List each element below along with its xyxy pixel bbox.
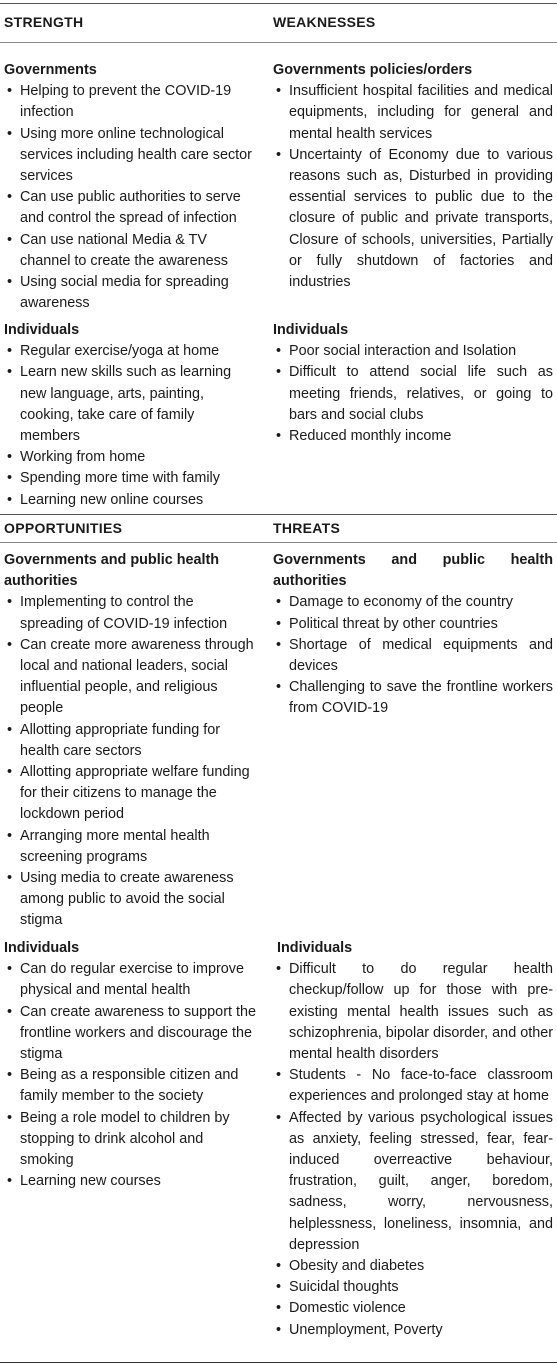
list-item: • Learn new skills such as learning new language, arts, painting, cooking, take care of family members [4, 362, 258, 447]
opportunities-governments-cell [4, 550, 260, 932]
opportunities-individuals-list [4, 959, 260, 1192]
list-item: • Difficult to attend social life such as meeting friends, relatives, or going to bars and social clubs [273, 362, 553, 426]
list-item: • Learning new courses [4, 1171, 260, 1192]
list-item: • Challenging to save the frontline workers from COVID-19 [273, 677, 553, 719]
strength-individuals-title: Individuals [4, 322, 80, 338]
list-item: • Students - No face-to-face classroom experiences and prolonged stay at home [273, 1065, 553, 1107]
list-item: • Using media to create awareness among public to avoid the social stigma [4, 868, 260, 932]
opportunities-individuals-title: Individuals [4, 940, 80, 956]
threats-header: THREATS [273, 520, 341, 536]
table-bottom-rule [0, 1362, 557, 1363]
list-item: • Difficult to do regular health checkup/follow up for those with pre-existing mental health issues such as schizophrenia, bipolar disorder, and other mental health disorders [273, 959, 553, 1065]
opportunities-individuals-cell [4, 938, 260, 1192]
weaknesses-individuals-list [273, 341, 553, 447]
list-item: • Using social media for spreading awareness [4, 272, 258, 314]
weaknesses-governments-list [273, 81, 553, 293]
weaknesses-governments-title: Governments policies/orders [273, 62, 473, 78]
list-item: • Working from home [4, 447, 258, 468]
opportunities-governments-list [4, 592, 260, 931]
list-item: • Poor social interaction and Isolation [273, 341, 553, 362]
weaknesses-header: WEAKNESSES [273, 14, 376, 30]
threats-governments-cell [273, 550, 553, 720]
list-item: • Allotting appropriate funding for health care sectors [4, 720, 260, 762]
weaknesses-governments-cell [273, 60, 553, 293]
strength-individuals-list [4, 341, 258, 511]
list-item: • Affected by various psychological issues as anxiety, feeling stressed, fear, fear-induced overreactive behaviour, frustration, guilt, anger, boredom, sadness, worry, nervousness, helplessness, loneliness, insomnia, and depression [273, 1108, 553, 1256]
list-item: • Spending more time with family [4, 468, 258, 489]
list-item: • Political threat by other countries [273, 614, 553, 635]
list-item: • Being a role model to children by stopping to drink alcohol and smoking [4, 1108, 260, 1172]
opportunities-governments-title: Governments and public health authorities [4, 552, 220, 590]
list-item: • Regular exercise/yoga at home [4, 341, 258, 362]
list-item: • Can do regular exercise to improve physical and mental health [4, 959, 260, 1001]
list-item: • Insufficient hospital facilities and medical equipments, including for general and mental health services [273, 81, 553, 145]
strength-governments-title: Governments [4, 62, 97, 78]
list-item: • Unemployment, Poverty [273, 1320, 553, 1341]
list-item: • Damage to economy of the country [273, 592, 553, 613]
strength-header: STRENGTH [4, 14, 84, 30]
strength-governments-list [4, 81, 258, 314]
strength-governments-cell [4, 60, 258, 314]
opportunities-header: OPPORTUNITIES [4, 520, 123, 536]
list-item: • Suicidal thoughts [273, 1277, 553, 1298]
list-item: • Reduced monthly income [273, 426, 553, 447]
list-item: • Being as a responsible citizen and family member to the society [4, 1065, 260, 1107]
threats-individuals-title: Individuals [277, 940, 353, 956]
list-item: • Implementing to control the spreading of COVID-19 infection [4, 592, 260, 634]
threats-individuals-cell [273, 938, 553, 1341]
list-item: • Can use public authorities to serve and control the spread of infection [4, 187, 258, 229]
list-item: • Can create awareness to support the frontline workers and discourage the stigma [4, 1002, 260, 1066]
list-item: • Obesity and diabetes [273, 1256, 553, 1277]
threats-individuals-list [273, 959, 553, 1341]
weaknesses-individuals-cell [273, 320, 553, 447]
weaknesses-individuals-title: Individuals [273, 322, 349, 338]
table-top-rule [0, 3, 557, 4]
strength-individuals-cell [4, 320, 258, 511]
list-item: • Can create more awareness through local and national leaders, social influential people, and religious people [4, 635, 260, 720]
threats-governments-list [273, 592, 553, 719]
list-item: • Shortage of medical equipments and devices [273, 635, 553, 677]
list-item: • Using more online technological services including health care sector services [4, 124, 258, 188]
threats-governments-title: Governments and public health authorities [273, 552, 553, 590]
mid-header-rule [0, 542, 557, 543]
mid-rule [0, 514, 557, 515]
list-item: • Can use national Media & TV channel to create the awareness [4, 230, 258, 272]
header-rule [0, 42, 557, 43]
list-item: • Domestic violence [273, 1298, 553, 1319]
list-item: • Learning new online courses [4, 490, 258, 511]
list-item: • Helping to prevent the COVID-19 infection [4, 81, 258, 123]
list-item: • Uncertainty of Economy due to various reasons such as, Disturbed in providing essential services to public due to the closure of public and private transports, Closure of schools, universities, Partially or fully shutdown of factories and industries [273, 145, 553, 293]
list-item: • Allotting appropriate welfare funding for their citizens to manage the lockdown period [4, 762, 260, 826]
list-item: • Arranging more mental health screening programs [4, 826, 260, 868]
